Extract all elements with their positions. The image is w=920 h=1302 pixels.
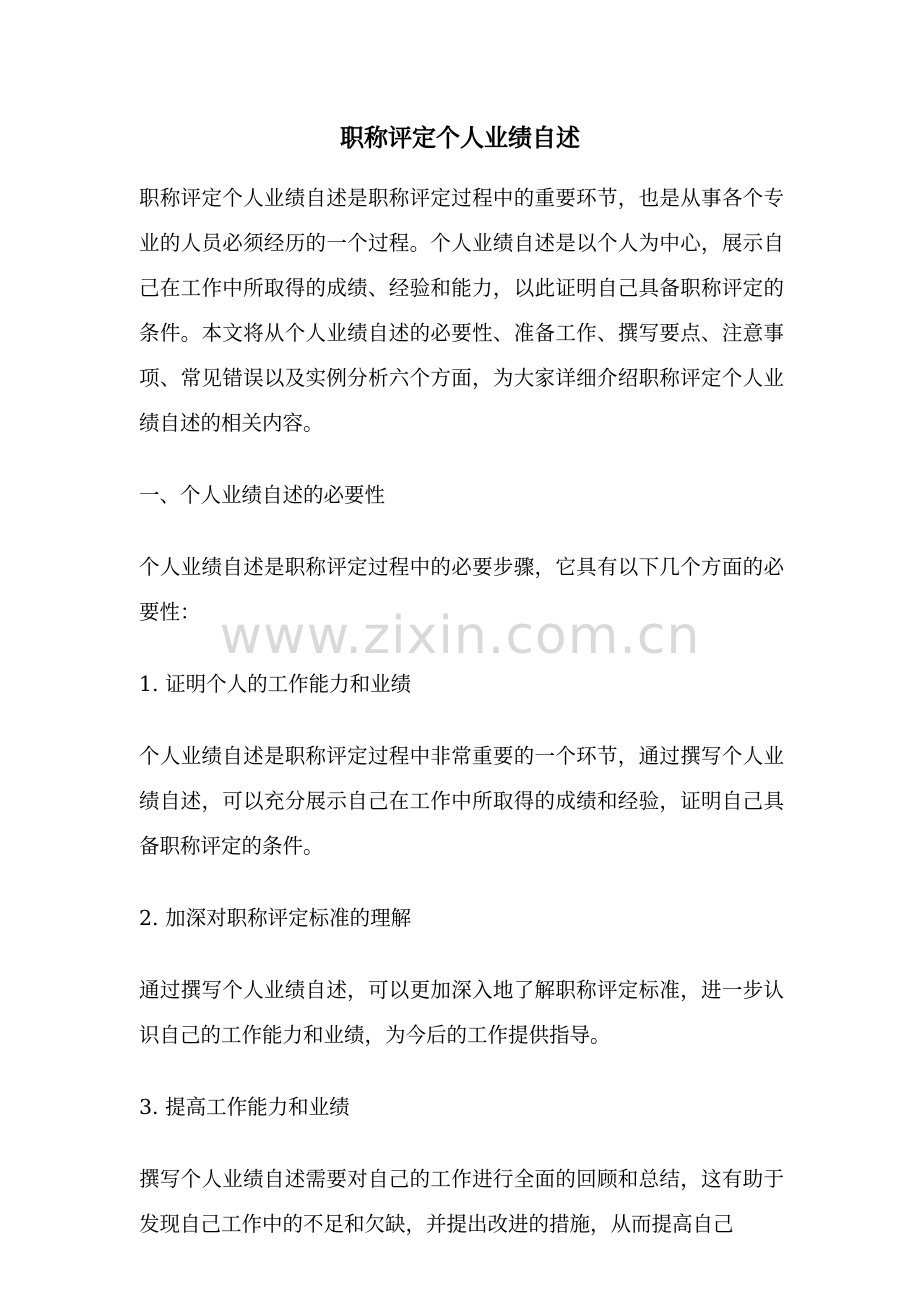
document-title: 职称评定个人业绩自述 [340,123,580,152]
understand-standards-paragraph: 通过撰写个人业绩自述，可以更加深入地了解职称评定标准，进一步认识自己的工作能力和业绩，为今后的工作提供指导。 [139,978,784,1047]
document-body [139,176,784,1274]
improve-ability-paragraph: 撰写个人业绩自述需要对自己的工作进行全面的回顾和总结，这有助于发现自己工作中的不足和欠缺，并提出改进的措施，从而提高自己 [139,1167,784,1236]
watermark: www.zixin.com.cn [219,606,701,666]
section-heading-necessity: 一、个人业绩自述的必要性 [139,483,385,507]
intro-paragraph: 职称评定个人业绩自述是职称评定过程中的重要环节，也是从事各个专业的人员必须经历的一个过程。个人业绩自述是以个人为中心，展示自己在工作中所取得的成绩、经验和能力，以此证明自己具备职称评定的条件。本文将从个人业绩自述的必要性、准备工作、撰写要点、注意事项、常见错误以及实例分析六个方面，为大家详细介绍职称评定个人业绩自述的相关内容。 [139,186,784,435]
necessity-paragraph: 个人业绩自述是职称评定过程中的必要步骤，它具有以下几个方面的必要性： [139,555,784,624]
subheading-understand-standards: 2. 加深对职称评定标准的理解 [139,906,412,930]
prove-ability-paragraph: 个人业绩自述是职称评定过程中非常重要的一个环节，通过撰写个人业绩自述，可以充分展示自己在工作中所取得的成绩和经验，证明自己具备职称评定的条件。 [139,744,784,858]
subheading-prove-ability: 1. 证明个人的工作能力和业绩 [139,672,412,696]
subheading-improve-ability: 3. 提高工作能力和业绩 [139,1095,350,1119]
